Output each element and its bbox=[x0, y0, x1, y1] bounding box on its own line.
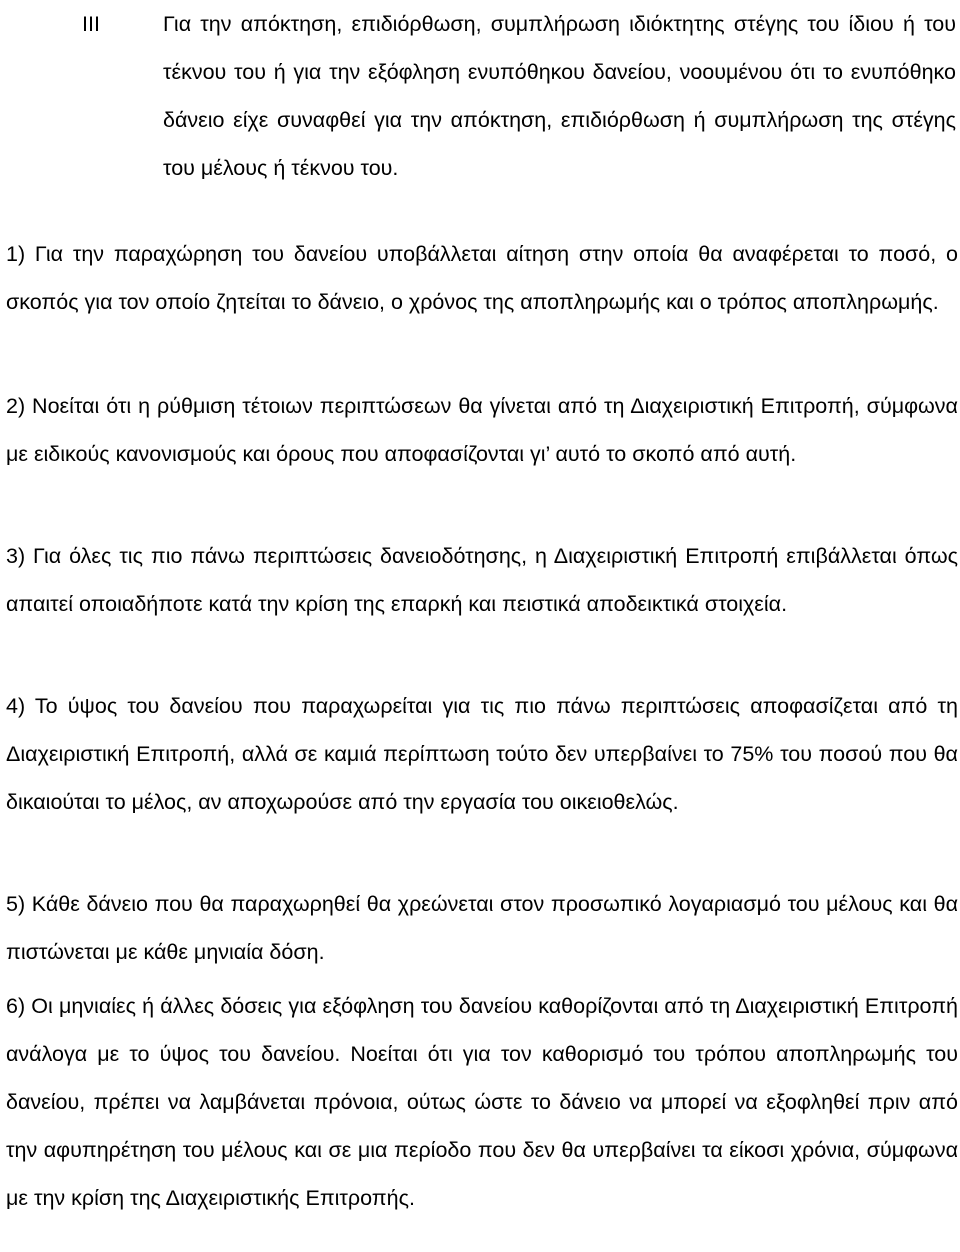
paragraph-6: 6) Οι μηνιαίες ή άλλες δόσεις για εξόφληση του δανείου καθορίζονται από τη Διαχειριστική Επιτροπή ανάλογα με το ύψος του δανείου. Νοείται ότι για τον καθορισμό του τρόπου αποπληρωμής του δανείου, πρέπει να λαμβάνεται πρόνοια, ούτως ώστε το δάνειο να μπορεί να εξοφληθεί πριν από την αφυπηρέτηση του μέλους και σε μια περίοδο που δεν θα υπερβαίνει τα είκοσι χρόνια, σύμφωνα με την κρίση της Διαχειριστικής Επιτροπής. bbox=[6, 994, 958, 1210]
paragraph-1: 1) Για την παραχώρηση του δανείου υποβάλλεται αίτηση στην οποία θα αναφέρεται το ποσό, ο σκοπός για τον οποίο ζητείται το δάνειο, ο χρόνος της αποπληρωμής και ο τρόπος αποπληρωμής. bbox=[6, 242, 958, 314]
paragraph-2: 2) Νοείται ότι η ρύθμιση τέτοιων περιπτώσεων θα γίνεται από τη Διαχειριστική Επιτροπή, σύμφωνα με ειδικούς κανονισμούς και όρους που αποφασίζονται γι’ αυτό το σκοπό από αυτή. bbox=[6, 394, 958, 466]
roman-numeral-label: III bbox=[82, 12, 100, 36]
paragraph-5: 5) Κάθε δάνειο που θα παραχωρηθεί θα χρεώνεται στον προσωπικό λογαριασμό του μέλους και θα πιστώνεται με κάθε μηνιαία δόση. bbox=[6, 892, 958, 964]
list-item-text: Για την απόκτηση, επιδιόρθωση, συμπλήρωση ιδιόκτητης στέγης του ίδιου ή του τέκνου του ή για την εξόφληση ενυπόθηκου δανείου, νοουμένου ότι το ενυπόθηκο δάνειο είχε συναφθεί για την απόκτηση, επιδιόρθωση ή συμπλήρωση της στέγης του μέλους ή τέκνου του. bbox=[163, 12, 956, 180]
paragraph-4: 4) Το ύψος του δανείου που παραχωρείται για τις πιο πάνω περιπτώσεις αποφασίζεται από τη Διαχειριστική Επιτροπή, αλλά σε καμιά περίπτωση τούτο δεν υπερβαίνει το 75% του ποσού που θα δικαιούται το μέλος, αν αποχωρούσε από την εργασία του οικειοθελώς. bbox=[6, 694, 958, 814]
paragraph-3: 3) Για όλες τις πιο πάνω περιπτώσεις δανειοδότησης, η Διαχειριστική Επιτροπή επιβάλλεται όπως απαιτεί οποιαδήποτε κατά την κρίση της επαρκή και πειστικά αποδεικτικά στοιχεία. bbox=[6, 544, 958, 616]
